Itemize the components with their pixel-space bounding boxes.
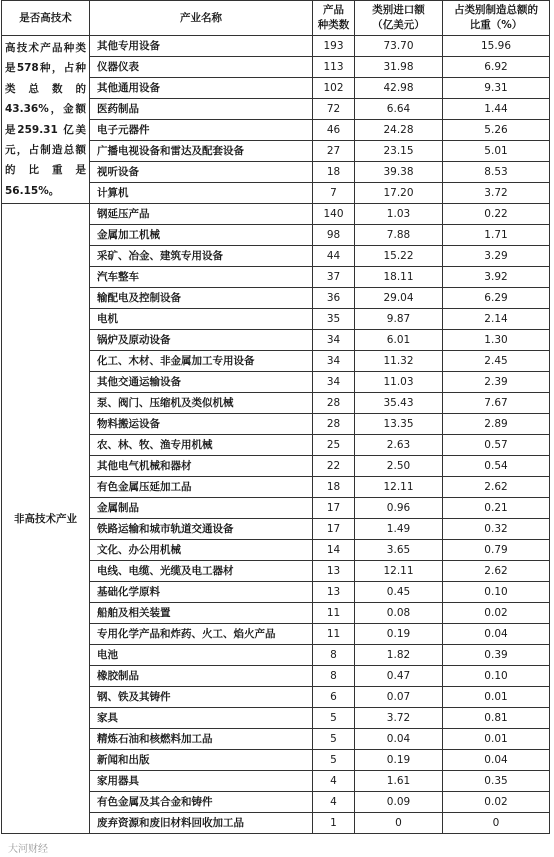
industry-name-cell: 汽车整车 <box>90 267 313 288</box>
share-cell: 3.72 <box>443 183 550 204</box>
product-count-cell: 11 <box>313 603 355 624</box>
import-amount-cell: 12.11 <box>355 561 443 582</box>
product-count-cell: 8 <box>313 645 355 666</box>
share-cell: 0.10 <box>443 666 550 687</box>
share-cell: 0.01 <box>443 729 550 750</box>
header-high-tech: 是否高技术 <box>2 1 90 36</box>
header-share-line1: 占类别制造总额的 <box>454 4 538 16</box>
import-amount-cell: 1.49 <box>355 519 443 540</box>
industry-name-cell: 有色金属压延加工品 <box>90 477 313 498</box>
share-cell: 0.57 <box>443 435 550 456</box>
import-amount-cell: 0.47 <box>355 666 443 687</box>
industry-name-cell: 金属制品 <box>90 498 313 519</box>
import-amount-cell: 0.07 <box>355 687 443 708</box>
import-amount-cell: 0.96 <box>355 498 443 519</box>
industry-name-cell: 金属加工机械 <box>90 225 313 246</box>
header-import-amount-line1: 类别进口额 <box>372 4 425 16</box>
product-count-cell: 4 <box>313 771 355 792</box>
share-cell: 9.31 <box>443 78 550 99</box>
product-count-cell: 28 <box>313 393 355 414</box>
import-amount-cell: 18.11 <box>355 267 443 288</box>
industry-name-cell: 输配电及控制设备 <box>90 288 313 309</box>
product-count-cell: 13 <box>313 582 355 603</box>
industry-name-cell: 采矿、冶金、建筑专用设备 <box>90 246 313 267</box>
industry-name-cell: 广播电视设备和雷达及配套设备 <box>90 141 313 162</box>
import-amount-cell: 11.03 <box>355 372 443 393</box>
share-cell: 0.39 <box>443 645 550 666</box>
product-count-cell: 36 <box>313 288 355 309</box>
import-amount-cell: 29.04 <box>355 288 443 309</box>
share-cell: 0.32 <box>443 519 550 540</box>
industry-name-cell: 泵、阀门、压缩机及类似机械 <box>90 393 313 414</box>
industry-name-cell: 有色金属及其合金和铸件 <box>90 792 313 813</box>
import-amount-cell: 0 <box>355 813 443 834</box>
import-amount-cell: 0.09 <box>355 792 443 813</box>
industry-name-cell: 铁路运输和城市轨道交通设备 <box>90 519 313 540</box>
header-share <box>443 1 550 36</box>
import-amount-cell: 3.65 <box>355 540 443 561</box>
import-amount-cell: 42.98 <box>355 78 443 99</box>
share-cell: 0 <box>443 813 550 834</box>
import-amount-cell: 9.87 <box>355 309 443 330</box>
header-product-count-line1: 产品 <box>323 4 344 16</box>
industry-name-cell: 其他电气机械和器材 <box>90 456 313 477</box>
import-amount-cell: 31.98 <box>355 57 443 78</box>
share-cell: 5.01 <box>443 141 550 162</box>
industry-name-cell: 仪器仪表 <box>90 57 313 78</box>
import-amount-cell: 1.03 <box>355 204 443 225</box>
share-cell: 0.81 <box>443 708 550 729</box>
header-share-line2: 比重（%） <box>469 19 523 31</box>
product-count-cell: 27 <box>313 141 355 162</box>
share-cell: 0.02 <box>443 792 550 813</box>
share-cell: 1.30 <box>443 330 550 351</box>
industry-name-cell: 其他通用设备 <box>90 78 313 99</box>
share-cell: 7.67 <box>443 393 550 414</box>
industry-name-cell: 物料搬运设备 <box>90 414 313 435</box>
share-cell: 15.96 <box>443 36 550 57</box>
product-count-cell: 17 <box>313 519 355 540</box>
product-count-cell: 193 <box>313 36 355 57</box>
product-count-cell: 6 <box>313 687 355 708</box>
industry-name-cell: 新闻和出版 <box>90 750 313 771</box>
import-amount-cell: 17.20 <box>355 183 443 204</box>
product-count-cell: 7 <box>313 183 355 204</box>
product-count-cell: 35 <box>313 309 355 330</box>
import-amount-cell: 2.63 <box>355 435 443 456</box>
product-count-cell: 46 <box>313 120 355 141</box>
industry-name-cell: 钢延压产品 <box>90 204 313 225</box>
product-count-cell: 34 <box>313 372 355 393</box>
share-cell: 2.14 <box>443 309 550 330</box>
industry-name-cell: 专用化学产品和炸药、火工、焰火产品 <box>90 624 313 645</box>
share-cell: 1.71 <box>443 225 550 246</box>
product-count-cell: 5 <box>313 708 355 729</box>
product-count-cell: 13 <box>313 561 355 582</box>
share-cell: 1.44 <box>443 99 550 120</box>
import-amount-cell: 3.72 <box>355 708 443 729</box>
product-count-cell: 34 <box>313 351 355 372</box>
import-amount-cell: 1.61 <box>355 771 443 792</box>
share-cell: 0.21 <box>443 498 550 519</box>
header-industry-name: 产业名称 <box>90 1 313 36</box>
import-amount-cell: 24.28 <box>355 120 443 141</box>
import-amount-cell: 0.45 <box>355 582 443 603</box>
share-cell: 3.29 <box>443 246 550 267</box>
industry-name-cell: 钢、铁及其铸件 <box>90 687 313 708</box>
import-amount-cell: 0.19 <box>355 624 443 645</box>
share-cell: 0.10 <box>443 582 550 603</box>
import-amount-cell: 35.43 <box>355 393 443 414</box>
share-cell: 0.04 <box>443 750 550 771</box>
import-amount-cell: 39.38 <box>355 162 443 183</box>
import-amount-cell: 6.01 <box>355 330 443 351</box>
import-amount-cell: 0.19 <box>355 750 443 771</box>
import-amount-cell: 23.15 <box>355 141 443 162</box>
product-count-cell: 37 <box>313 267 355 288</box>
share-cell: 6.29 <box>443 288 550 309</box>
import-amount-cell: 11.32 <box>355 351 443 372</box>
share-cell: 2.45 <box>443 351 550 372</box>
product-count-cell: 34 <box>313 330 355 351</box>
product-count-cell: 113 <box>313 57 355 78</box>
share-cell: 0.35 <box>443 771 550 792</box>
product-count-cell: 25 <box>313 435 355 456</box>
industry-name-cell: 电线、电缆、光缆及电工器材 <box>90 561 313 582</box>
import-amount-cell: 73.70 <box>355 36 443 57</box>
product-count-cell: 72 <box>313 99 355 120</box>
import-amount-cell: 6.64 <box>355 99 443 120</box>
industry-name-cell: 化工、木材、非金属加工专用设备 <box>90 351 313 372</box>
import-amount-cell: 0.08 <box>355 603 443 624</box>
import-amount-cell: 15.22 <box>355 246 443 267</box>
industry-import-table <box>1 0 550 834</box>
share-cell: 2.62 <box>443 477 550 498</box>
share-cell: 0.01 <box>443 687 550 708</box>
share-cell: 2.89 <box>443 414 550 435</box>
import-amount-cell: 0.04 <box>355 729 443 750</box>
product-count-cell: 18 <box>313 477 355 498</box>
industry-name-cell: 电池 <box>90 645 313 666</box>
header-product-count <box>313 1 355 36</box>
industry-name-cell: 船舶及相关装置 <box>90 603 313 624</box>
share-cell: 0.04 <box>443 624 550 645</box>
industry-name-cell: 其他交通运输设备 <box>90 372 313 393</box>
share-cell: 0.22 <box>443 204 550 225</box>
industry-name-cell: 橡胶制品 <box>90 666 313 687</box>
industry-name-cell: 废弃资源和废旧材料回收加工品 <box>90 813 313 834</box>
share-cell: 6.92 <box>443 57 550 78</box>
industry-name-cell: 文化、办公用机械 <box>90 540 313 561</box>
share-cell: 2.62 <box>443 561 550 582</box>
product-count-cell: 140 <box>313 204 355 225</box>
category-high-tech: 高技术产品种类是578种，占种类总数的43.36%，金额是259.31 亿美元，占制造总额的比重是56.15%。 <box>2 36 90 204</box>
product-count-cell: 5 <box>313 729 355 750</box>
industry-name-cell: 医药制品 <box>90 99 313 120</box>
import-amount-cell: 1.82 <box>355 645 443 666</box>
product-count-cell: 44 <box>313 246 355 267</box>
industry-name-cell: 视听设备 <box>90 162 313 183</box>
product-count-cell: 5 <box>313 750 355 771</box>
share-cell: 0.02 <box>443 603 550 624</box>
product-count-cell: 14 <box>313 540 355 561</box>
product-count-cell: 4 <box>313 792 355 813</box>
product-count-cell: 8 <box>313 666 355 687</box>
watermark: 大河财经 <box>8 844 48 855</box>
import-amount-cell: 12.11 <box>355 477 443 498</box>
header-import-amount-line2: （亿美元） <box>372 19 425 31</box>
share-cell: 5.26 <box>443 120 550 141</box>
share-cell: 0.54 <box>443 456 550 477</box>
import-amount-cell: 2.50 <box>355 456 443 477</box>
product-count-cell: 17 <box>313 498 355 519</box>
industry-name-cell: 计算机 <box>90 183 313 204</box>
industry-name-cell: 精炼石油和核燃料加工品 <box>90 729 313 750</box>
industry-name-cell: 其他专用设备 <box>90 36 313 57</box>
industry-name-cell: 电子元器件 <box>90 120 313 141</box>
product-count-cell: 1 <box>313 813 355 834</box>
industry-name-cell: 基础化学原料 <box>90 582 313 603</box>
product-count-cell: 18 <box>313 162 355 183</box>
header-product-count-line2: 种类数 <box>317 19 350 31</box>
industry-name-cell: 农、林、牧、渔专用机械 <box>90 435 313 456</box>
product-count-cell: 102 <box>313 78 355 99</box>
share-cell: 3.92 <box>443 267 550 288</box>
share-cell: 8.53 <box>443 162 550 183</box>
industry-name-cell: 锅炉及原动设备 <box>90 330 313 351</box>
import-amount-cell: 7.88 <box>355 225 443 246</box>
product-count-cell: 11 <box>313 624 355 645</box>
industry-name-cell: 电机 <box>90 309 313 330</box>
industry-name-cell: 家具 <box>90 708 313 729</box>
share-cell: 2.39 <box>443 372 550 393</box>
header-import-amount <box>355 1 443 36</box>
product-count-cell: 22 <box>313 456 355 477</box>
share-cell: 0.79 <box>443 540 550 561</box>
table-row <box>2 204 550 225</box>
product-count-cell: 98 <box>313 225 355 246</box>
category-non-high-tech: 非高技术产业 <box>2 204 90 834</box>
product-count-cell: 28 <box>313 414 355 435</box>
table-row <box>2 36 550 57</box>
table-header-row <box>2 1 550 36</box>
import-amount-cell: 13.35 <box>355 414 443 435</box>
industry-name-cell: 家用器具 <box>90 771 313 792</box>
